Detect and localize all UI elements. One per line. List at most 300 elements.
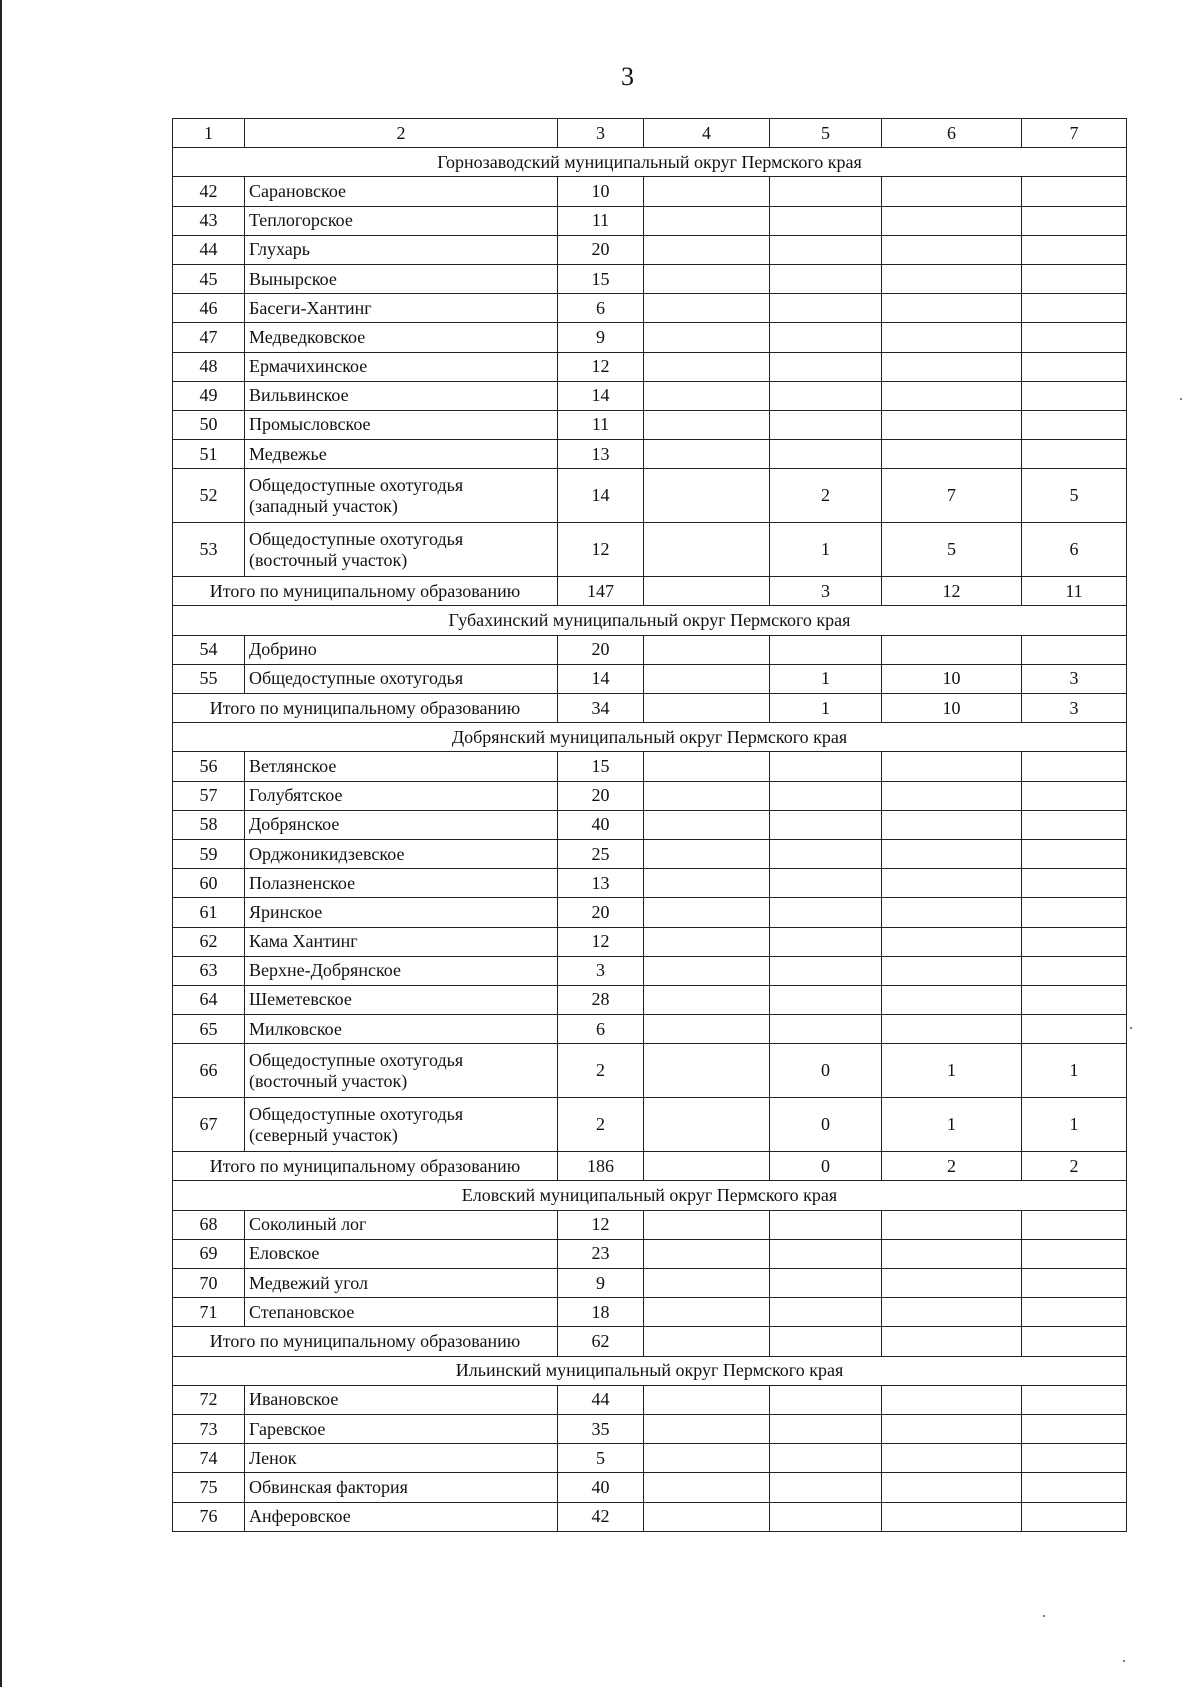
table-body bbox=[173, 119, 1127, 1532]
value-cell-c3: 13 bbox=[558, 869, 644, 898]
total-value-c4 bbox=[644, 1152, 770, 1181]
total-value-c5: 1 bbox=[770, 694, 882, 723]
value-cell-c5: 2 bbox=[770, 469, 882, 523]
value-cell-c3: 12 bbox=[558, 1210, 644, 1239]
value-cell-c3: 13 bbox=[558, 440, 644, 469]
row-number: 64 bbox=[173, 985, 245, 1014]
value-cell-c3: 42 bbox=[558, 1502, 644, 1531]
total-value-c4 bbox=[644, 1327, 770, 1356]
value-cell-c4 bbox=[644, 1502, 770, 1531]
value-cell-c7 bbox=[1022, 635, 1127, 664]
ground-name-line: Кама Хантинг bbox=[249, 931, 358, 952]
value-cell-c7 bbox=[1022, 898, 1127, 927]
ground-name bbox=[245, 810, 558, 839]
table-row bbox=[173, 810, 1127, 839]
value-cell-c4 bbox=[644, 206, 770, 235]
ground-name bbox=[245, 635, 558, 664]
value-cell-c6 bbox=[882, 635, 1022, 664]
value-cell-c3: 9 bbox=[558, 323, 644, 352]
ground-name bbox=[245, 1210, 558, 1239]
ground-name bbox=[245, 469, 558, 523]
ground-name-line: Медведковское bbox=[249, 326, 366, 347]
value-cell-c6 bbox=[882, 810, 1022, 839]
value-cell-c7: 1 bbox=[1022, 1044, 1127, 1098]
table-row bbox=[173, 352, 1127, 381]
value-cell-c6 bbox=[882, 1269, 1022, 1298]
row-number: 71 bbox=[173, 1298, 245, 1327]
value-cell-c3: 18 bbox=[558, 1298, 644, 1327]
row-number: 56 bbox=[173, 752, 245, 781]
value-cell-c5: 1 bbox=[770, 664, 882, 693]
row-number: 45 bbox=[173, 264, 245, 293]
value-cell-c4 bbox=[644, 1269, 770, 1298]
value-cell-c4 bbox=[644, 523, 770, 577]
row-number: 50 bbox=[173, 410, 245, 439]
ground-name-line: Сарановское bbox=[249, 180, 347, 201]
ground-name bbox=[245, 781, 558, 810]
total-value-c5: 0 bbox=[770, 1152, 882, 1181]
ground-name bbox=[245, 323, 558, 352]
value-cell-c4 bbox=[644, 898, 770, 927]
value-cell-c5 bbox=[770, 323, 882, 352]
value-cell-c6 bbox=[882, 1210, 1022, 1239]
value-cell-c5 bbox=[770, 635, 882, 664]
total-value-c5 bbox=[770, 1327, 882, 1356]
value-cell-c7 bbox=[1022, 1210, 1127, 1239]
ground-name-line: Добрино bbox=[249, 639, 317, 660]
ground-name-line: Гаревское bbox=[249, 1418, 326, 1439]
ground-name bbox=[245, 1015, 558, 1044]
value-cell-c7 bbox=[1022, 323, 1127, 352]
value-cell-c6: 10 bbox=[882, 664, 1022, 693]
ground-name bbox=[245, 898, 558, 927]
value-cell-c7 bbox=[1022, 1015, 1127, 1044]
table-row bbox=[173, 523, 1127, 577]
total-value-c4 bbox=[644, 577, 770, 606]
ground-name bbox=[245, 1269, 558, 1298]
value-cell-c7 bbox=[1022, 839, 1127, 868]
row-number: 48 bbox=[173, 352, 245, 381]
value-cell-c7 bbox=[1022, 1298, 1127, 1327]
row-number: 61 bbox=[173, 898, 245, 927]
ground-name bbox=[245, 1473, 558, 1502]
total-label: Итого по муниципальному образованию bbox=[173, 694, 558, 723]
row-number: 44 bbox=[173, 235, 245, 264]
value-cell-c4 bbox=[644, 985, 770, 1014]
ground-name-line: Анферовское bbox=[249, 1506, 351, 1527]
row-number: 53 bbox=[173, 523, 245, 577]
row-number: 57 bbox=[173, 781, 245, 810]
column-header: 6 bbox=[882, 119, 1022, 148]
section-title: Добрянский муниципальный округ Пермского края bbox=[173, 723, 1127, 752]
row-number: 63 bbox=[173, 956, 245, 985]
value-cell-c3: 44 bbox=[558, 1385, 644, 1414]
value-cell-c6 bbox=[882, 927, 1022, 956]
value-cell-c4 bbox=[644, 1473, 770, 1502]
ground-name-line: Промысловское bbox=[249, 414, 371, 435]
value-cell-c6 bbox=[882, 264, 1022, 293]
ground-name bbox=[245, 177, 558, 206]
value-cell-c4 bbox=[644, 1414, 770, 1443]
table-row bbox=[173, 664, 1127, 693]
value-cell-c6 bbox=[882, 206, 1022, 235]
ground-name bbox=[245, 1098, 558, 1152]
column-header: 7 bbox=[1022, 119, 1127, 148]
value-cell-c7 bbox=[1022, 985, 1127, 1014]
value-cell-c5 bbox=[770, 381, 882, 410]
ground-name bbox=[245, 1502, 558, 1531]
table-row bbox=[173, 235, 1127, 264]
value-cell-c3: 23 bbox=[558, 1239, 644, 1268]
value-cell-c3: 14 bbox=[558, 381, 644, 410]
value-cell-c7 bbox=[1022, 1414, 1127, 1443]
total-value-c3: 34 bbox=[558, 694, 644, 723]
ground-name-line: Вильвинское bbox=[249, 385, 349, 406]
table-row bbox=[173, 781, 1127, 810]
table-row bbox=[173, 635, 1127, 664]
value-cell-c6 bbox=[882, 985, 1022, 1014]
value-cell-c3: 25 bbox=[558, 839, 644, 868]
value-cell-c7 bbox=[1022, 781, 1127, 810]
value-cell-c6: 5 bbox=[882, 523, 1022, 577]
ground-name-line: Добрянское bbox=[249, 814, 340, 835]
ground-name-line: Ермачихинское bbox=[249, 356, 368, 377]
ground-name-line: Общедоступные охотугодья bbox=[249, 474, 464, 495]
value-cell-c4 bbox=[644, 177, 770, 206]
value-cell-c4 bbox=[644, 294, 770, 323]
table-row bbox=[173, 264, 1127, 293]
value-cell-c5 bbox=[770, 839, 882, 868]
value-cell-c6 bbox=[882, 352, 1022, 381]
value-cell-c6: 7 bbox=[882, 469, 1022, 523]
table-row bbox=[173, 1210, 1127, 1239]
table-row bbox=[173, 1239, 1127, 1268]
ground-name bbox=[245, 1044, 558, 1098]
ground-name-line: Орджоникидзевское bbox=[249, 843, 405, 864]
row-number: 62 bbox=[173, 927, 245, 956]
value-cell-c3: 11 bbox=[558, 410, 644, 439]
ground-name bbox=[245, 956, 558, 985]
value-cell-c4 bbox=[644, 1210, 770, 1239]
value-cell-c4 bbox=[644, 810, 770, 839]
value-cell-c5: 1 bbox=[770, 523, 882, 577]
total-value-c7: 11 bbox=[1022, 577, 1127, 606]
section-title: Горнозаводский муниципальный округ Пермского края bbox=[173, 148, 1127, 177]
value-cell-c5 bbox=[770, 1385, 882, 1414]
total-value-c6: 2 bbox=[882, 1152, 1022, 1181]
table-row bbox=[173, 1414, 1127, 1443]
row-number: 59 bbox=[173, 839, 245, 868]
value-cell-c6 bbox=[882, 898, 1022, 927]
total-value-c3: 186 bbox=[558, 1152, 644, 1181]
value-cell-c5 bbox=[770, 1269, 882, 1298]
total-row bbox=[173, 1327, 1127, 1356]
value-cell-c3: 15 bbox=[558, 752, 644, 781]
ground-name-line: Общедоступные охотугодья bbox=[249, 528, 464, 549]
value-cell-c5 bbox=[770, 927, 882, 956]
value-cell-c4 bbox=[644, 381, 770, 410]
row-number: 73 bbox=[173, 1414, 245, 1443]
row-number: 58 bbox=[173, 810, 245, 839]
table-row bbox=[173, 956, 1127, 985]
hunting-grounds-table bbox=[172, 118, 1127, 1532]
value-cell-c5 bbox=[770, 206, 882, 235]
total-row bbox=[173, 1152, 1127, 1181]
row-number: 54 bbox=[173, 635, 245, 664]
value-cell-c5 bbox=[770, 956, 882, 985]
total-value-c4 bbox=[644, 694, 770, 723]
total-label: Итого по муниципальному образованию bbox=[173, 1152, 558, 1181]
value-cell-c5 bbox=[770, 1298, 882, 1327]
section-title: Губахинский муниципальный округ Пермского края bbox=[173, 606, 1127, 635]
ground-name-line: Глухарь bbox=[249, 239, 310, 260]
ground-name bbox=[245, 440, 558, 469]
value-cell-c3: 11 bbox=[558, 206, 644, 235]
section-header-row bbox=[173, 1356, 1127, 1385]
total-value-c7: 2 bbox=[1022, 1152, 1127, 1181]
value-cell-c4 bbox=[644, 440, 770, 469]
total-value-c6: 12 bbox=[882, 577, 1022, 606]
value-cell-c6 bbox=[882, 1444, 1022, 1473]
row-number: 76 bbox=[173, 1502, 245, 1531]
value-cell-c7 bbox=[1022, 381, 1127, 410]
table-row bbox=[173, 927, 1127, 956]
value-cell-c3: 20 bbox=[558, 898, 644, 927]
page-number: 3 bbox=[621, 62, 634, 91]
value-cell-c3: 35 bbox=[558, 1414, 644, 1443]
table-row bbox=[173, 1298, 1127, 1327]
ground-name bbox=[245, 1239, 558, 1268]
ground-name-line: (восточный участок) bbox=[249, 1070, 408, 1091]
table-row bbox=[173, 1502, 1127, 1531]
value-cell-c4 bbox=[644, 781, 770, 810]
table-row bbox=[173, 440, 1127, 469]
value-cell-c6 bbox=[882, 752, 1022, 781]
scan-speck bbox=[1130, 1027, 1132, 1029]
ground-name-line: Басеги-Хантинг bbox=[249, 297, 372, 318]
table-row bbox=[173, 177, 1127, 206]
value-cell-c7 bbox=[1022, 177, 1127, 206]
table-row bbox=[173, 469, 1127, 523]
row-number: 67 bbox=[173, 1098, 245, 1152]
ground-name-line: Еловское bbox=[249, 1243, 320, 1264]
value-cell-c5 bbox=[770, 410, 882, 439]
value-cell-c6 bbox=[882, 235, 1022, 264]
ground-name-line: Теплогорское bbox=[249, 210, 353, 231]
table-row bbox=[173, 1269, 1127, 1298]
value-cell-c5 bbox=[770, 1473, 882, 1502]
value-cell-c4 bbox=[644, 752, 770, 781]
value-cell-c3: 3 bbox=[558, 956, 644, 985]
ground-name bbox=[245, 206, 558, 235]
ground-name bbox=[245, 294, 558, 323]
value-cell-c6 bbox=[882, 1239, 1022, 1268]
value-cell-c7 bbox=[1022, 927, 1127, 956]
value-cell-c3: 40 bbox=[558, 810, 644, 839]
value-cell-c4 bbox=[644, 1239, 770, 1268]
value-cell-c3: 28 bbox=[558, 985, 644, 1014]
table-row bbox=[173, 1473, 1127, 1502]
value-cell-c5 bbox=[770, 1502, 882, 1531]
value-cell-c6 bbox=[882, 440, 1022, 469]
table-row bbox=[173, 381, 1127, 410]
value-cell-c4 bbox=[644, 869, 770, 898]
ground-name-line: Медвежье bbox=[249, 443, 327, 464]
total-label: Итого по муниципальному образованию bbox=[173, 577, 558, 606]
table-row bbox=[173, 752, 1127, 781]
value-cell-c7: 6 bbox=[1022, 523, 1127, 577]
ground-name bbox=[245, 523, 558, 577]
row-number: 51 bbox=[173, 440, 245, 469]
value-cell-c7 bbox=[1022, 752, 1127, 781]
value-cell-c6 bbox=[882, 1015, 1022, 1044]
table-row bbox=[173, 323, 1127, 352]
row-number: 72 bbox=[173, 1385, 245, 1414]
value-cell-c5 bbox=[770, 264, 882, 293]
ground-name-line: Общедоступные охотугодья bbox=[249, 1103, 464, 1124]
ground-name bbox=[245, 752, 558, 781]
row-number: 60 bbox=[173, 869, 245, 898]
section-title: Еловский муниципальный округ Пермского края bbox=[173, 1181, 1127, 1210]
table-row bbox=[173, 1444, 1127, 1473]
total-value-c6 bbox=[882, 1327, 1022, 1356]
value-cell-c6 bbox=[882, 1502, 1022, 1531]
value-cell-c7 bbox=[1022, 1502, 1127, 1531]
section-header-row bbox=[173, 1181, 1127, 1210]
value-cell-c7 bbox=[1022, 294, 1127, 323]
row-number: 49 bbox=[173, 381, 245, 410]
total-value-c3: 147 bbox=[558, 577, 644, 606]
value-cell-c6 bbox=[882, 177, 1022, 206]
value-cell-c3: 15 bbox=[558, 264, 644, 293]
row-number: 74 bbox=[173, 1444, 245, 1473]
value-cell-c3: 20 bbox=[558, 781, 644, 810]
value-cell-c7 bbox=[1022, 264, 1127, 293]
total-value-c7: 3 bbox=[1022, 694, 1127, 723]
ground-name-line: Шеметевское bbox=[249, 989, 352, 1010]
value-cell-c4 bbox=[644, 1444, 770, 1473]
value-cell-c6 bbox=[882, 1385, 1022, 1414]
value-cell-c7 bbox=[1022, 1269, 1127, 1298]
row-number: 75 bbox=[173, 1473, 245, 1502]
ground-name bbox=[245, 264, 558, 293]
value-cell-c5: 0 bbox=[770, 1098, 882, 1152]
value-cell-c5 bbox=[770, 869, 882, 898]
value-cell-c4 bbox=[644, 956, 770, 985]
total-value-c5: 3 bbox=[770, 577, 882, 606]
row-number: 65 bbox=[173, 1015, 245, 1044]
total-value-c3: 62 bbox=[558, 1327, 644, 1356]
value-cell-c7: 5 bbox=[1022, 469, 1127, 523]
value-cell-c7 bbox=[1022, 1473, 1127, 1502]
ground-name bbox=[245, 985, 558, 1014]
row-number: 43 bbox=[173, 206, 245, 235]
value-cell-c4 bbox=[644, 635, 770, 664]
value-cell-c5 bbox=[770, 1210, 882, 1239]
ground-name-line: (западный участок) bbox=[249, 495, 398, 516]
value-cell-c7 bbox=[1022, 352, 1127, 381]
ground-name bbox=[245, 1385, 558, 1414]
value-cell-c6 bbox=[882, 410, 1022, 439]
value-cell-c4 bbox=[644, 323, 770, 352]
value-cell-c5 bbox=[770, 294, 882, 323]
ground-name-line: Верхне-Добрянское bbox=[249, 960, 401, 981]
value-cell-c7 bbox=[1022, 410, 1127, 439]
ground-name bbox=[245, 839, 558, 868]
ground-name-line: Обвинская фактория bbox=[249, 1476, 408, 1497]
ground-name-line: Вынырское bbox=[249, 268, 337, 289]
section-title: Ильинский муниципальный округ Пермского края bbox=[173, 1356, 1127, 1385]
value-cell-c4 bbox=[644, 839, 770, 868]
table-row bbox=[173, 206, 1127, 235]
value-cell-c3: 6 bbox=[558, 1015, 644, 1044]
ground-name bbox=[245, 1414, 558, 1443]
value-cell-c7 bbox=[1022, 206, 1127, 235]
table-row bbox=[173, 869, 1127, 898]
ground-name-line: Медвежий угол bbox=[249, 1272, 368, 1293]
value-cell-c4 bbox=[644, 1298, 770, 1327]
value-cell-c3: 5 bbox=[558, 1444, 644, 1473]
value-cell-c3: 9 bbox=[558, 1269, 644, 1298]
section-header-row bbox=[173, 148, 1127, 177]
ground-name-line: Яринское bbox=[249, 901, 323, 922]
value-cell-c5 bbox=[770, 752, 882, 781]
row-number: 69 bbox=[173, 1239, 245, 1268]
table-row bbox=[173, 839, 1127, 868]
value-cell-c3: 10 bbox=[558, 177, 644, 206]
value-cell-c6 bbox=[882, 1473, 1022, 1502]
value-cell-c4 bbox=[644, 1044, 770, 1098]
value-cell-c6: 1 bbox=[882, 1098, 1022, 1152]
ground-name bbox=[245, 1298, 558, 1327]
value-cell-c3: 2 bbox=[558, 1044, 644, 1098]
value-cell-c5 bbox=[770, 1414, 882, 1443]
value-cell-c7 bbox=[1022, 956, 1127, 985]
value-cell-c6 bbox=[882, 381, 1022, 410]
value-cell-c7 bbox=[1022, 1239, 1127, 1268]
section-header-row bbox=[173, 606, 1127, 635]
row-number: 70 bbox=[173, 1269, 245, 1298]
value-cell-c5 bbox=[770, 235, 882, 264]
value-cell-c6 bbox=[882, 956, 1022, 985]
value-cell-c5 bbox=[770, 352, 882, 381]
ground-name-line: Ветлянское bbox=[249, 755, 337, 776]
value-cell-c5 bbox=[770, 177, 882, 206]
value-cell-c3: 20 bbox=[558, 635, 644, 664]
total-row bbox=[173, 694, 1127, 723]
value-cell-c4 bbox=[644, 1098, 770, 1152]
ground-name bbox=[245, 235, 558, 264]
ground-name-line: Полазненское bbox=[249, 872, 356, 893]
row-number: 52 bbox=[173, 469, 245, 523]
value-cell-c6 bbox=[882, 323, 1022, 352]
table-row bbox=[173, 1015, 1127, 1044]
value-cell-c3: 12 bbox=[558, 352, 644, 381]
value-cell-c3: 2 bbox=[558, 1098, 644, 1152]
value-cell-c3: 12 bbox=[558, 523, 644, 577]
row-number: 46 bbox=[173, 294, 245, 323]
value-cell-c3: 12 bbox=[558, 927, 644, 956]
table-row bbox=[173, 1044, 1127, 1098]
row-number: 68 bbox=[173, 1210, 245, 1239]
value-cell-c5 bbox=[770, 1239, 882, 1268]
value-cell-c5 bbox=[770, 1015, 882, 1044]
value-cell-c7: 1 bbox=[1022, 1098, 1127, 1152]
value-cell-c7 bbox=[1022, 440, 1127, 469]
value-cell-c6 bbox=[882, 839, 1022, 868]
table-row bbox=[173, 294, 1127, 323]
table-row bbox=[173, 985, 1127, 1014]
